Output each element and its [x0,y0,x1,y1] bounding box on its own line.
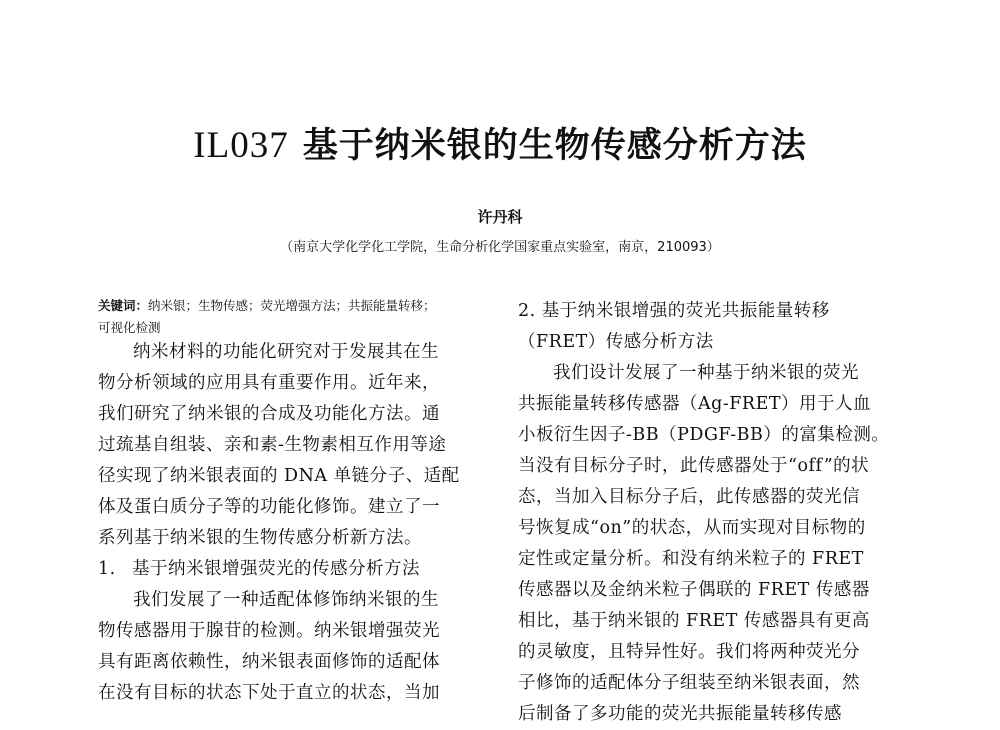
abstract-code: IL037 [193,125,289,166]
text-line: 传感器以及金纳米粒子偶联的 FRET 传感器 [518,580,870,600]
text-line: 小板衍生因子-BB（PDGF-BB）的富集检测。 [518,425,890,445]
keywords-text-cont: 可视化检测 [98,320,161,335]
text-line: 定性或定量分析。和没有纳米粒子的 FRET [518,549,864,569]
section-title-cont: （FRET）传感分析方法 [518,332,714,352]
text-line: 后制备了多功能的荧光共振能量转移传感 [518,704,842,724]
title-text: 基于纳米银的生物传感分析方法 [302,126,807,166]
text-line: 系列基于纳米银的生物传感分析新方法。 [98,528,422,548]
intro-paragraph [98,337,494,554]
text-line: 物传感器用于腺苷的检测。纳米银增强荧光 [98,621,440,641]
keywords-label: 关键词： [98,298,149,313]
text-line: 的灵敏度，且特异性好。我们将两种荧光分 [518,642,860,662]
text-line: 相比，基于纳米银的 FRET 传感器具有更高 [518,611,870,631]
left-column [98,296,494,709]
author-name: 许丹科 [477,208,523,226]
text-line: 共振能量转移传感器（Ag-FRET）用于人血 [518,394,872,414]
text-line: 过巯基自组装、亲和素-生物素相互作用等途 [98,435,447,455]
section-number: 1. [98,559,116,579]
section-title: 基于纳米银增强荧光的传感分析方法 [132,559,420,579]
keywords [98,296,494,337]
section1-paragraph [98,585,494,709]
text-line: 号恢复成“on”的状态，从而实现对目标物的 [518,518,866,538]
text-line: 我们研究了纳米银的合成及功能化方法。通 [98,404,440,424]
affiliation: （南京大学化学化工学院，生命分析化学国家重点实验室，南京，210093） [280,240,720,255]
text-line: 态，当加入目标分子后，此传感器的荧光信 [518,487,860,507]
paper-title [0,124,1000,168]
text-line: 当没有目标分子时，此传感器处于“off”的状 [518,456,870,476]
text-line: 我们发展了一种适配体修饰纳米银的生 [133,590,439,610]
right-column [518,296,908,730]
text-line: 在没有目标的状态下处于直立的状态，当加 [98,683,440,703]
text-line: 体及蛋白质分子等的功能化修饰。建立了一 [98,497,440,517]
text-line: 我们设计发展了一种基于纳米银的荧光 [553,363,859,383]
text-line: 子修饰的适配体分子组装至纳米银表面，然 [518,673,860,693]
text-line: 物分析领域的应用具有重要作用。近年来， [98,373,440,393]
section2-paragraph [518,358,908,730]
keywords-text: 纳米银；生物传感；荧光增强方法；共振能量转移； [148,298,436,313]
section-heading-2 [518,296,908,358]
section-title: 2. 基于纳米银增强的荧光共振能量转移 [518,301,830,321]
text-line: 径实现了纳米银表面的 DNA 单链分子、适配 [98,466,460,486]
text-line: 纳米材料的功能化研究对于发展其在生 [133,342,439,362]
text-line: 具有距离依赖性，纳米银表面修饰的适配体 [98,652,440,672]
section-heading-1 [98,554,494,585]
